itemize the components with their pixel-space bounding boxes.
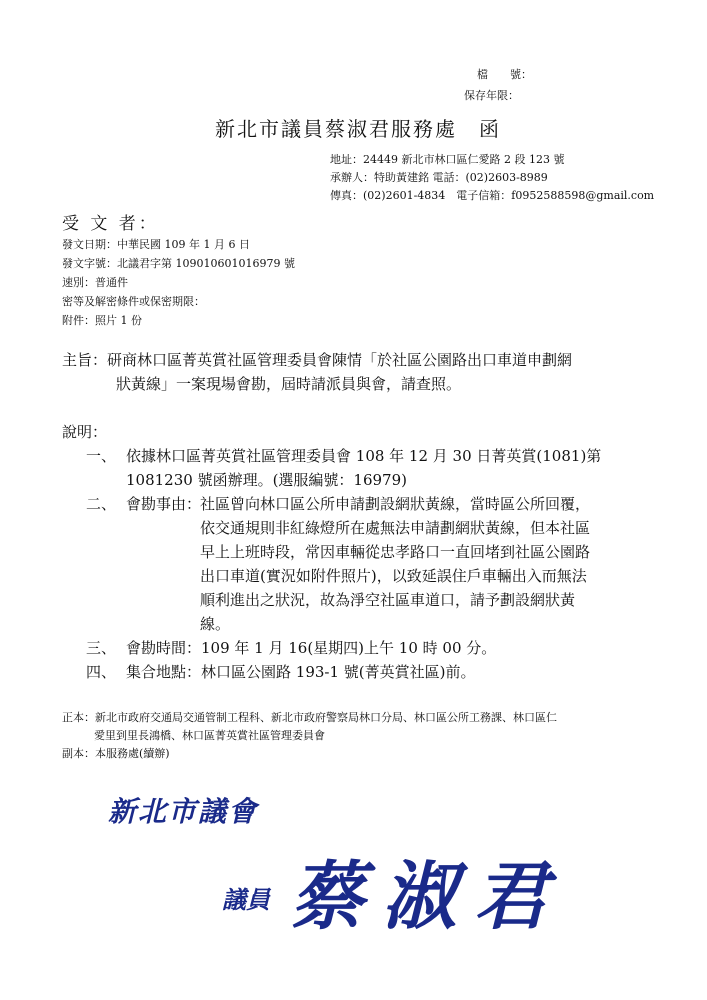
attachment-info: 附件：照片 1 份 (62, 314, 142, 327)
copy-recipients: 副本：本服務處(續辦) (62, 747, 170, 760)
item-2-line-6: 線。 (200, 615, 231, 633)
explanation-heading: 說明： (62, 423, 108, 441)
item-4-line-1: 集合地點：林口區公園路 193-1 號(菁英賞社區)前。 (126, 663, 476, 681)
item-number: 四、 (86, 663, 117, 681)
council-stamp: 新北市議會 (108, 795, 259, 828)
receiver-label: 受 文 者： (62, 214, 159, 234)
delivery-speed: 速別：普通件 (62, 276, 128, 289)
councilor-name-stamp: 蔡淑君 (290, 854, 566, 940)
file-number-label: 檔 號： (477, 68, 532, 81)
item-2-line-1: 社區曾向林口區公所申請劃設網狀黃線，當時區公所回覆， (200, 495, 591, 513)
item-number: 二、 (86, 495, 117, 513)
main-recipients-line-2: 愛里到里長鴻橋、林口區菁英賞社區管理委員會 (94, 729, 325, 742)
item-1-line-1: 依據林口區菁英賞社區管理委員會 108 年 12 月 30 日菁英賞(1081)第 (126, 447, 602, 465)
item-2-line-2: 依交通規則非紅綠燈所在處無法申請劃網狀黃線，但本社區 (200, 519, 591, 537)
item-2-line-5: 順利進出之狀況，故為淨空社區車道口，請予劃設網狀黃 (200, 591, 576, 609)
item-3-line-1: 會勘時間：109 年 1 月 16(星期四)上午 10 時 00 分。 (126, 639, 497, 657)
main-recipients-line-1: 正本：新北市政府交通局交通管制工程科、新北市政府警察局林口分局、林口區公所工務課、林口區仁 (62, 711, 557, 724)
item-number: 一、 (86, 447, 117, 465)
item-2-line-3: 早上上班時段，常因車輛從忠孝路口一直回堵到社區公園路 (200, 543, 591, 561)
item-2-line-4: 出口車道(實況如附件照片)，以致延誤住戶車輛出入而無法 (200, 567, 587, 585)
subject-line-2: 狀黃線」一案現場會勘，屆時請派員與會，請查照。 (116, 375, 462, 393)
issue-date: 發文日期：中華民國 109 年 1 月 6 日 (62, 238, 250, 251)
sender-fax-email: 傳真：(02)2601-4834 電子信箱：f0952588598@gmail.com (330, 189, 655, 202)
subject-line-1: 主旨：研商林口區菁英賞社區管理委員會陳情「於社區公園路出口車道申劃網 (62, 351, 573, 369)
item-number: 三、 (86, 639, 117, 657)
sender-contact: 承辦人：特助黃建銘 電話：(02)2603-8989 (330, 171, 548, 184)
sender-address: 地址：24449 新北市林口區仁愛路 2 段 123 號 (330, 153, 565, 166)
retention-period-label: 保存年限： (464, 89, 519, 102)
document-number: 發文字號：北議君字第 109010601016979 號 (62, 257, 295, 270)
item-1-line-2: 1081230 號函辦理。(選服編號：16979) (126, 471, 407, 489)
councilor-title-stamp: 議員 (222, 885, 270, 914)
document-title: 新北市議員蔡淑君服務處 函 (215, 117, 501, 141)
item-2-label: 會勘事由： (126, 495, 202, 513)
secrecy-level: 密等及解密條件或保密期限： (62, 295, 205, 308)
